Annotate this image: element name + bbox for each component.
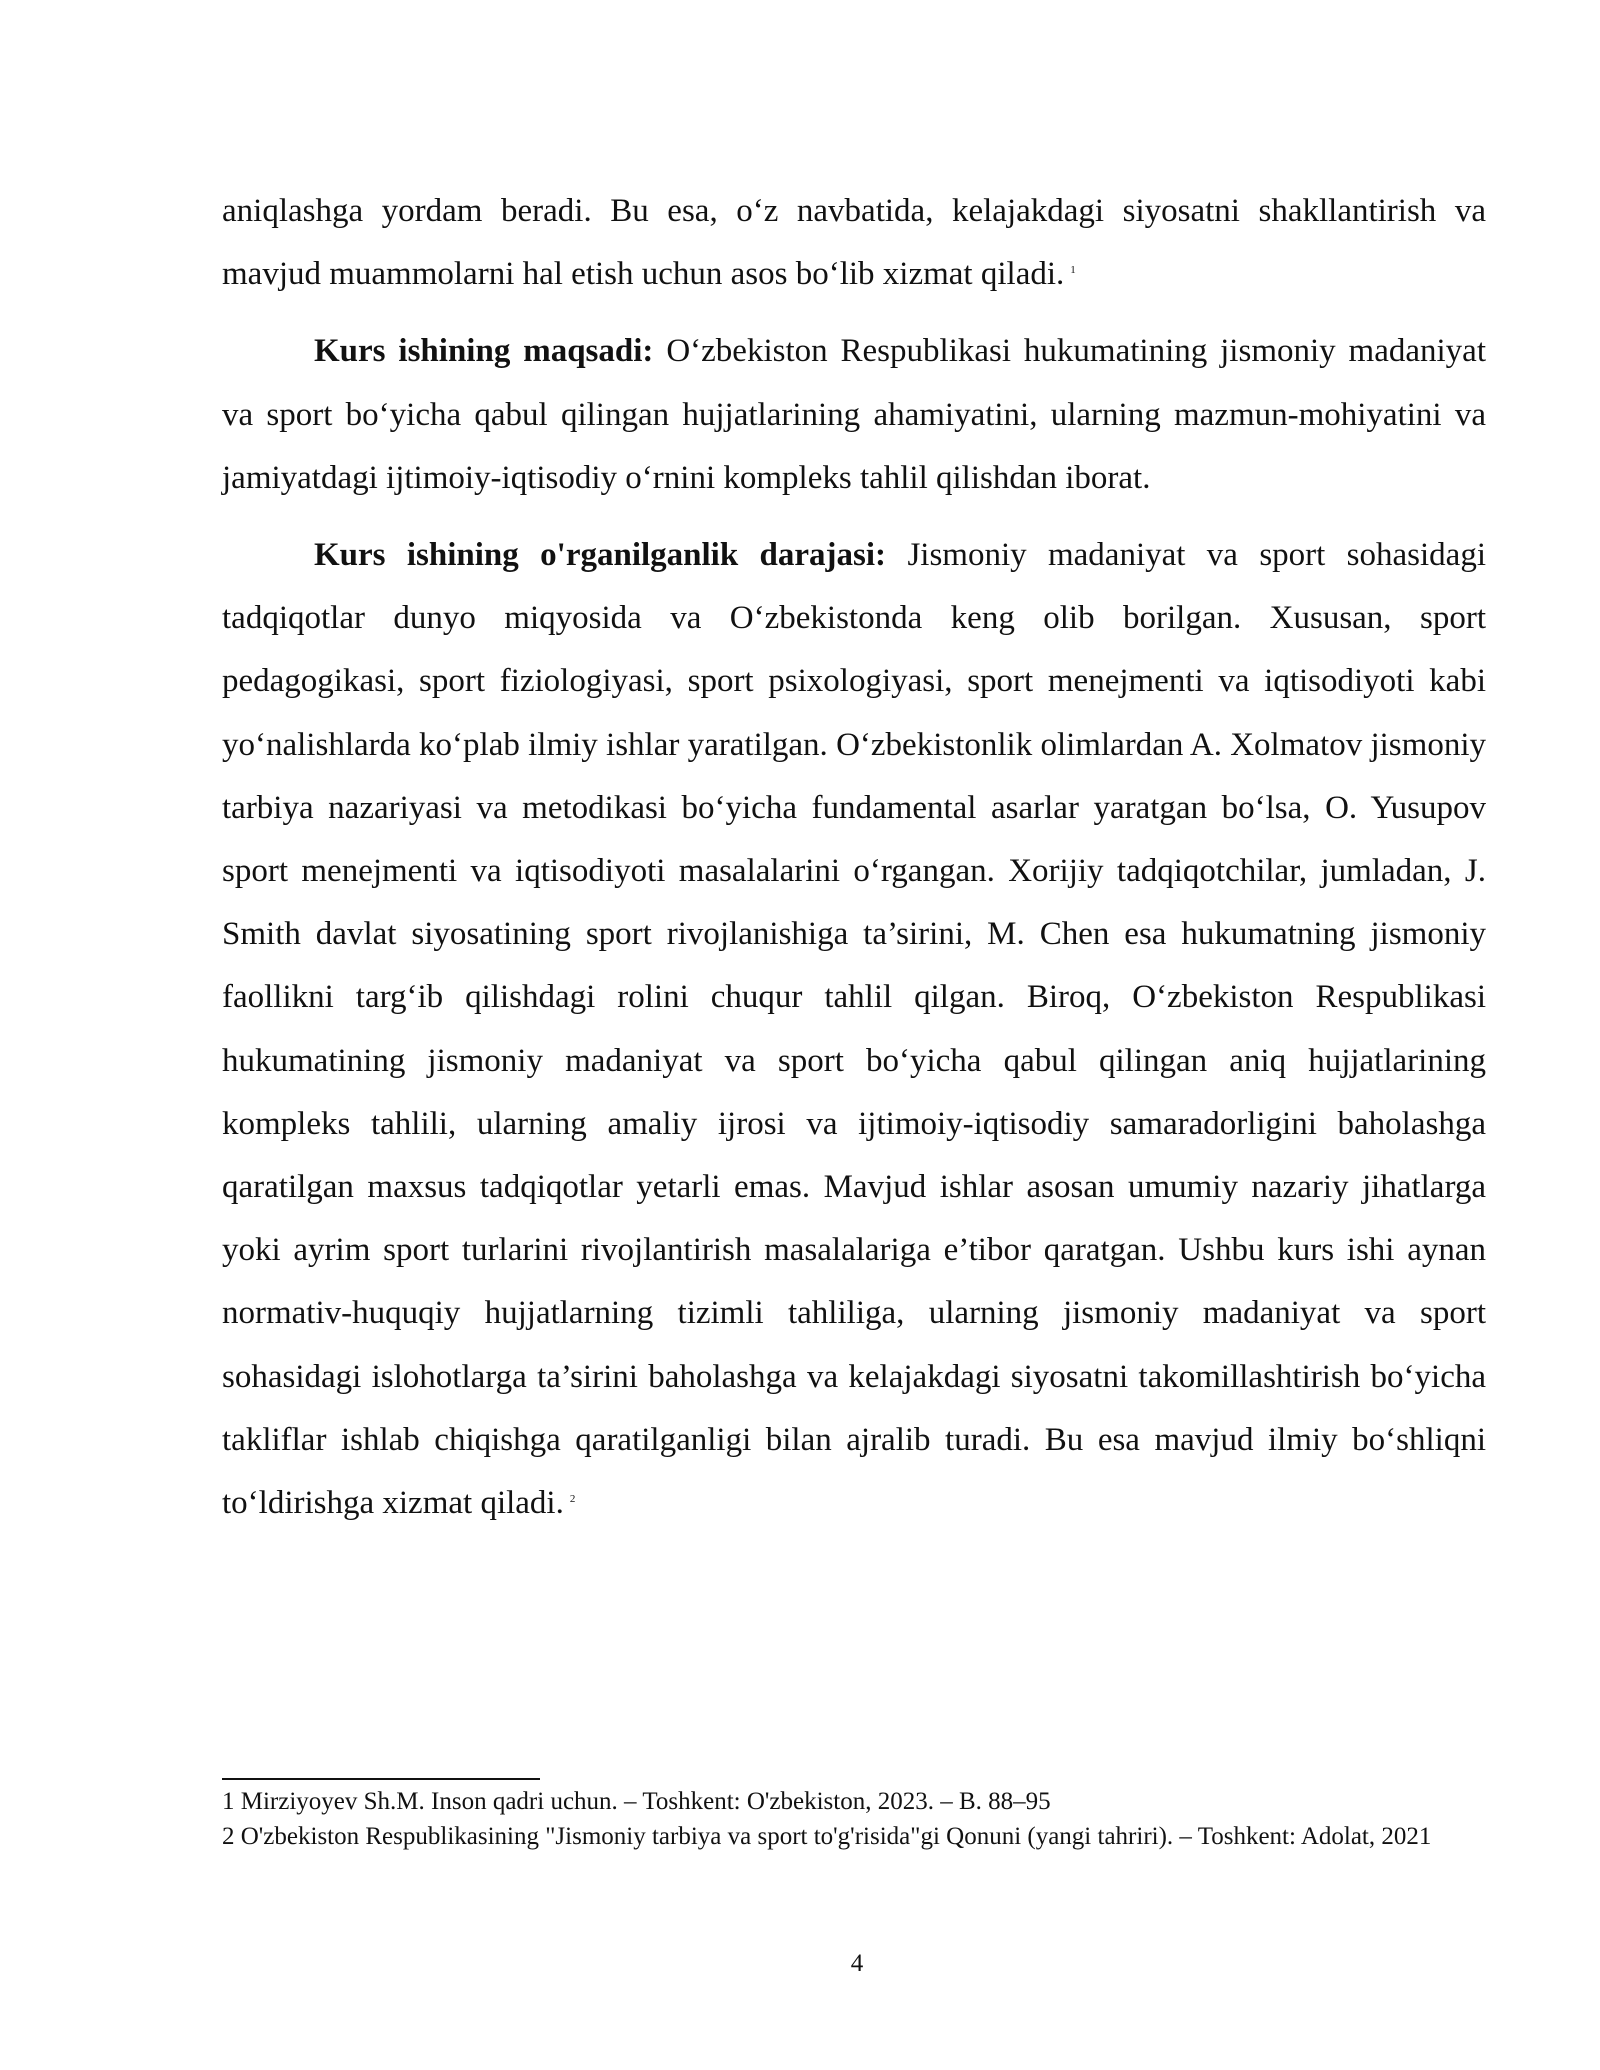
paragraph-intro	[222, 180, 1486, 306]
paragraph-intro-text: aniqlashga yordam beradi. Bu esa, oʻz navbatida, kelajakdagi siyosatni shakllantirish va mavjud muammolarni hal etish uchun asos boʻlib xizmat qiladi.	[222, 193, 1486, 293]
footnote-separator	[222, 1778, 540, 1780]
paragraph-research-level	[222, 524, 1486, 1535]
footnote-2: 2 O'zbekiston Respublikasining "Jismoniy tarbiya va sport to'g'risida"gi Qonuni (yangi tahriri). – Toshkent: Adolat, 2021	[222, 1823, 1432, 1850]
footnotes	[222, 1784, 1486, 1854]
footnote-1: 1 Mirziyoyev Sh.M. Inson qadri uchun. – Toshkent: O'zbekiston, 2023. – B. 88–95	[222, 1788, 1051, 1815]
research-level-text: Jismoniy madaniyat va sport sohasidagi tadqiqotlar dunyo miqyosida va Oʻzbekistonda keng olib borilgan. Xususan, sport pedagogikasi, sport fiziologiyasi, sport psixologiyasi, sport menejmenti va iqtisodiyoti kabi yoʻnalishlarda koʻplab ilmiy ishlar yaratilgan. Oʻzbekistonlik olimlardan A. Xolmatov jismoniy tarbiya nazariyasi va metodikasi boʻyicha fundamental asarlar yaratgan boʻlsa, O. Yusupov sport menejmenti va iqtisodiyoti masalalarini oʻrgangan. Xorijiy tadqiqotchilar, jumladan, J. Smith davlat siyosatining sport rivojlanishiga ta’sirini, M. Chen esa hukumatning jismoniy faollikni targʻib qilishdagi rolini chuqur tahlil qilgan. Biroq, Oʻzbekiston Respublikasi hukumatining jismoniy madaniyat va sport boʻyicha qabul qilingan aniq hujjatlarining kompleks tahlili, ularning amaliy ijrosi va ijtimoiy-iqtisodiy samaradorligini baholashga qaratilgan maxsus tadqiqotlar yetarli emas. Mavjud ishlar asosan umumiy nazariy jihatlarga yoki ayrim sport turlarini rivojlantirish masalalariga e’tibor qaratgan. Ushbu kurs ishi aynan normativ-huquqiy hujjatlarning tizimli tahliliga, ularning jismoniy madaniyat va sport sohasidagi islohotlarga ta’sirini baholashga va kelajakdagi siyosatni takomillashtirish boʻyicha takliflar ishlab chiqishga qaratilganligi bilan ajralib turadi. Bu esa mavjud ilmiy boʻshliqni toʻldirishga xizmat qiladi.	[222, 537, 1486, 1522]
goal-text: Oʻzbekiston Respublikasi hukumatining jismoniy madaniyat va sport boʻyicha qabul qilingan hujjatlarining ahamiyatini, ularning mazmun-mohiyatini va jamiyatdagi ijtimoiy-iqtisodiy oʻrnini kompleks tahlil qilishdan iborat.	[222, 333, 1486, 496]
footnote-ref-1: 1	[1070, 264, 1076, 277]
paragraph-goal	[222, 320, 1486, 510]
footnote-ref-2: 2	[569, 1493, 576, 1506]
goal-heading: Kurs ishining maqsadi:	[314, 333, 654, 370]
body-text	[222, 180, 1486, 1535]
research-level-heading: Kurs ishining o'rganilganlik darajasi:	[314, 537, 887, 574]
page-number: 4	[850, 1950, 864, 1977]
